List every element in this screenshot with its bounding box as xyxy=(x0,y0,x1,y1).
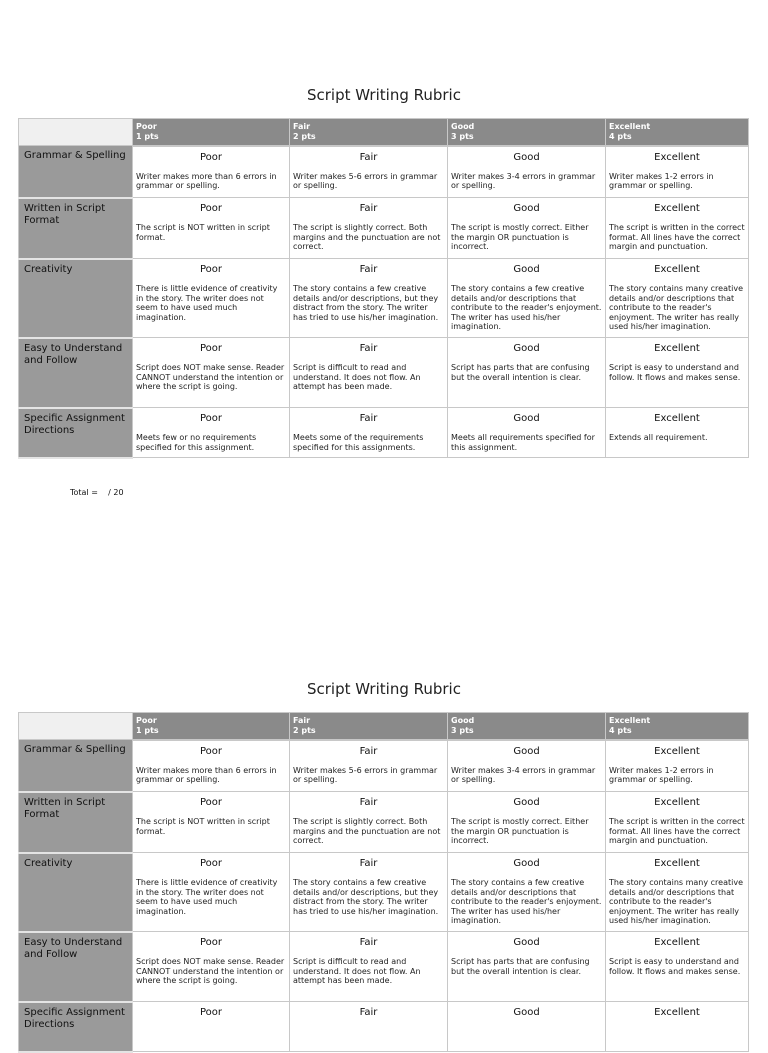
column-points: 1 pts xyxy=(136,132,159,141)
rubric-cell xyxy=(448,740,606,792)
rubric-cell xyxy=(290,146,448,198)
rubric-cell xyxy=(606,408,749,458)
level-description: Script does NOT make sense. Reader CANNOT understand the intention or where the script is going. xyxy=(136,363,285,392)
level-description: Meets all requirements specified for this assignment. xyxy=(451,433,595,452)
criterion-label: Easy to Understand and Follow xyxy=(19,338,133,408)
level-description: There is little evidence of creativity in the story. The writer does not seem to have used much imagination. xyxy=(136,284,278,322)
level-label: Fair xyxy=(359,264,378,275)
table-row xyxy=(19,259,749,338)
level-label: Excellent xyxy=(654,858,700,869)
level-description: Script is difficult to read and understand. It does not flow. An attempt has been made. xyxy=(293,363,421,392)
rubric-cell xyxy=(133,932,290,1002)
column-points: 3 pts xyxy=(451,132,474,141)
rubric-cell xyxy=(133,146,290,198)
table-row xyxy=(19,338,749,408)
criterion-label: Grammar & Spelling xyxy=(19,740,133,792)
column-name: Poor xyxy=(136,122,157,131)
level-description: Writer makes 1-2 errors in grammar or spelling. xyxy=(609,765,714,785)
rubric-table xyxy=(18,712,749,1053)
corner-cell xyxy=(19,713,133,740)
level-description: The script is NOT written in script format. xyxy=(136,223,270,242)
column-header-excellent xyxy=(606,713,749,740)
level-description: Meets few or no requirements specified for this assignment. xyxy=(136,433,257,452)
level-description: Writer makes 3-4 errors in grammar or spelling. xyxy=(451,171,596,191)
column-points: 2 pts xyxy=(293,132,316,141)
level-description: The script is NOT written in script format. xyxy=(136,817,270,836)
level-label: Poor xyxy=(199,797,223,808)
rubric-cell xyxy=(133,1002,290,1052)
rubric-cell xyxy=(606,259,749,338)
level-label: Poor xyxy=(199,858,223,869)
level-label: Poor xyxy=(199,151,223,163)
rubric-cell xyxy=(448,1002,606,1052)
rubric-cell xyxy=(290,740,448,792)
level-description: Meets some of the requirements specified for this assignments. xyxy=(293,433,424,452)
level-label: Fair xyxy=(359,343,378,354)
level-description: Script is difficult to read and understand. It does not flow. An attempt has been made. xyxy=(293,957,421,986)
rubric-cell xyxy=(448,408,606,458)
column-header-excellent xyxy=(606,119,749,146)
level-description: The story contains a few creative details and/or descriptions, but they distract from the story. The writer has tried to use his/her imagination. xyxy=(293,878,439,916)
level-label: Fair xyxy=(359,413,378,424)
rubric-cell xyxy=(290,853,448,932)
column-points: 2 pts xyxy=(293,726,316,735)
column-name: Good xyxy=(451,122,475,131)
level-description: The story contains a few creative details and/or descriptions that contribute to the reader's enjoyment. The writer has used his/her imagination. xyxy=(451,284,602,332)
rubric-cell xyxy=(448,146,606,198)
level-label: Excellent xyxy=(654,264,700,275)
level-label: Excellent xyxy=(654,797,700,808)
column-header-poor xyxy=(133,713,290,740)
column-name: Excellent xyxy=(609,716,651,725)
level-description: Writer makes more than 6 errors in grammar or spelling. xyxy=(136,765,277,785)
table-row xyxy=(19,146,749,198)
level-label: Poor xyxy=(199,937,223,948)
level-label: Good xyxy=(513,151,540,163)
level-description: Writer makes 5-6 errors in grammar or spelling. xyxy=(293,765,438,785)
level-label: Poor xyxy=(199,413,223,424)
level-label: Good xyxy=(513,413,540,424)
level-description: The script is written in the correct format. All lines have the correct margin and punctuation. xyxy=(609,817,745,846)
column-name: Fair xyxy=(293,122,311,131)
level-label: Good xyxy=(513,937,540,948)
level-description: The script is mostly correct. Either the margin OR punctuation is incorrect. xyxy=(451,223,589,252)
table-row xyxy=(19,1002,749,1052)
level-label: Poor xyxy=(199,343,223,354)
rubric-cell xyxy=(448,932,606,1002)
rubric-cell xyxy=(606,932,749,1002)
level-label: Excellent xyxy=(654,937,700,948)
table-row xyxy=(19,792,749,853)
rubric-cell xyxy=(606,1002,749,1052)
level-description: The script is written in the correct format. All lines have the correct margin and punctuation. xyxy=(609,223,745,252)
rubric-cell xyxy=(290,932,448,1002)
level-label: Fair xyxy=(359,797,378,808)
level-label: Fair xyxy=(359,151,378,163)
level-description: Writer makes 5-6 errors in grammar or spelling. xyxy=(293,171,438,191)
level-description: The script is slightly correct. Both margins and the punctuation are not correct. xyxy=(293,223,441,252)
level-description: The story contains a few creative details and/or descriptions, but they distract from the story. The writer has tried to use his/her imagination. xyxy=(293,284,439,322)
rubric-cell xyxy=(290,338,448,408)
level-description: Script is easy to understand and follow. It flows and makes sense. xyxy=(609,363,741,382)
rubric-cell xyxy=(290,259,448,338)
rubric-cell xyxy=(290,792,448,853)
level-label: Fair xyxy=(359,937,378,948)
column-header-poor xyxy=(133,119,290,146)
rubric-cell xyxy=(133,338,290,408)
header-row xyxy=(19,713,749,740)
rubric-cell xyxy=(133,259,290,338)
level-description: There is little evidence of creativity in the story. The writer does not seem to have used much imagination. xyxy=(136,878,278,916)
level-label: Fair xyxy=(359,745,378,757)
level-label: Excellent xyxy=(654,151,700,163)
level-label: Good xyxy=(513,1007,540,1018)
level-label: Poor xyxy=(199,1007,223,1018)
column-name: Poor xyxy=(136,716,157,725)
level-description: The script is slightly correct. Both margins and the punctuation are not correct. xyxy=(293,817,441,846)
rubric-cell xyxy=(606,792,749,853)
level-label: Poor xyxy=(199,745,223,757)
rubric-cell xyxy=(133,792,290,853)
level-label: Good xyxy=(513,203,540,214)
level-label: Excellent xyxy=(654,413,700,424)
total-score xyxy=(70,488,124,497)
table-row xyxy=(19,932,749,1002)
rubric-cell xyxy=(133,853,290,932)
table-row xyxy=(19,740,749,792)
corner-cell xyxy=(19,119,133,146)
column-header-good xyxy=(448,119,606,146)
rubric-table xyxy=(18,118,749,459)
level-label: Fair xyxy=(359,858,378,869)
level-label: Poor xyxy=(199,203,223,214)
level-label: Excellent xyxy=(654,745,700,757)
rubric-cell xyxy=(448,853,606,932)
rubric-cell xyxy=(290,198,448,259)
rubric-cell xyxy=(606,338,749,408)
header-row xyxy=(19,119,749,146)
criterion-label: Creativity xyxy=(19,853,133,932)
criterion-label: Specific Assignment Directions xyxy=(19,1002,133,1052)
level-description: Script does NOT make sense. Reader CANNOT understand the intention or where the script is going. xyxy=(136,957,285,986)
level-label: Fair xyxy=(359,1007,378,1018)
column-name: Fair xyxy=(293,716,311,725)
level-label: Good xyxy=(513,797,540,808)
level-label: Good xyxy=(513,745,540,757)
rubric-cell xyxy=(606,740,749,792)
criterion-label: Grammar & Spelling xyxy=(19,146,133,198)
level-label: Good xyxy=(513,264,540,275)
level-label: Excellent xyxy=(654,203,700,214)
total-label: Total = xyxy=(70,488,98,497)
rubric-cell xyxy=(133,198,290,259)
level-label: Excellent xyxy=(654,1007,700,1018)
level-description: Script is easy to understand and follow. It flows and makes sense. xyxy=(609,957,741,976)
column-points: 1 pts xyxy=(136,726,159,735)
table-row xyxy=(19,408,749,458)
level-description: Extends all requirement. xyxy=(609,433,708,442)
criterion-label: Written in Script Format xyxy=(19,198,133,259)
rubric-cell xyxy=(133,740,290,792)
criterion-label: Written in Script Format xyxy=(19,792,133,853)
level-description: Writer makes 3-4 errors in grammar or spelling. xyxy=(451,765,596,785)
criterion-label: Easy to Understand and Follow xyxy=(19,932,133,1002)
column-header-fair xyxy=(290,713,448,740)
column-name: Good xyxy=(451,716,475,725)
rubric-title: Script Writing Rubric xyxy=(307,680,461,698)
level-label: Good xyxy=(513,343,540,354)
level-description: Script has parts that are confusing but the overall intention is clear. xyxy=(451,957,590,976)
level-description: Writer makes more than 6 errors in grammar or spelling. xyxy=(136,171,277,191)
level-description: The story contains many creative details and/or descriptions that contribute to the reader's enjoyment. The writer has really used his/her imagination. xyxy=(609,878,743,926)
level-description: Script has parts that are confusing but the overall intention is clear. xyxy=(451,363,590,382)
column-points: 3 pts xyxy=(451,726,474,735)
level-label: Good xyxy=(513,858,540,869)
level-description: The script is mostly correct. Either the margin OR punctuation is incorrect. xyxy=(451,817,589,846)
column-header-fair xyxy=(290,119,448,146)
column-points: 4 pts xyxy=(609,132,632,141)
level-label: Excellent xyxy=(654,343,700,354)
criterion-label: Creativity xyxy=(19,259,133,338)
level-description: The story contains a few creative details and/or descriptions that contribute to the reader's enjoyment. The writer has used his/her imagination. xyxy=(451,878,602,926)
level-description: The story contains many creative details and/or descriptions that contribute to the reader's enjoyment. The writer has really used his/her imagination. xyxy=(609,284,743,332)
rubric-cell xyxy=(133,408,290,458)
total-max: / 20 xyxy=(108,488,124,497)
level-description: Writer makes 1-2 errors in grammar or spelling. xyxy=(609,171,714,191)
rubric-title: Script Writing Rubric xyxy=(307,86,461,104)
column-header-good xyxy=(448,713,606,740)
column-points: 4 pts xyxy=(609,726,632,735)
rubric-cell xyxy=(606,198,749,259)
rubric-cell xyxy=(290,1002,448,1052)
table-row xyxy=(19,853,749,932)
rubric-cell xyxy=(606,853,749,932)
rubric-cell xyxy=(448,259,606,338)
rubric-cell xyxy=(606,146,749,198)
column-name: Excellent xyxy=(609,122,651,131)
level-label: Poor xyxy=(199,264,223,275)
rubric-cell xyxy=(448,792,606,853)
level-label: Fair xyxy=(359,203,378,214)
rubric-cell xyxy=(448,338,606,408)
rubric-cell xyxy=(290,408,448,458)
criterion-label: Specific Assignment Directions xyxy=(19,408,133,458)
rubric-cell xyxy=(448,198,606,259)
table-row xyxy=(19,198,749,259)
